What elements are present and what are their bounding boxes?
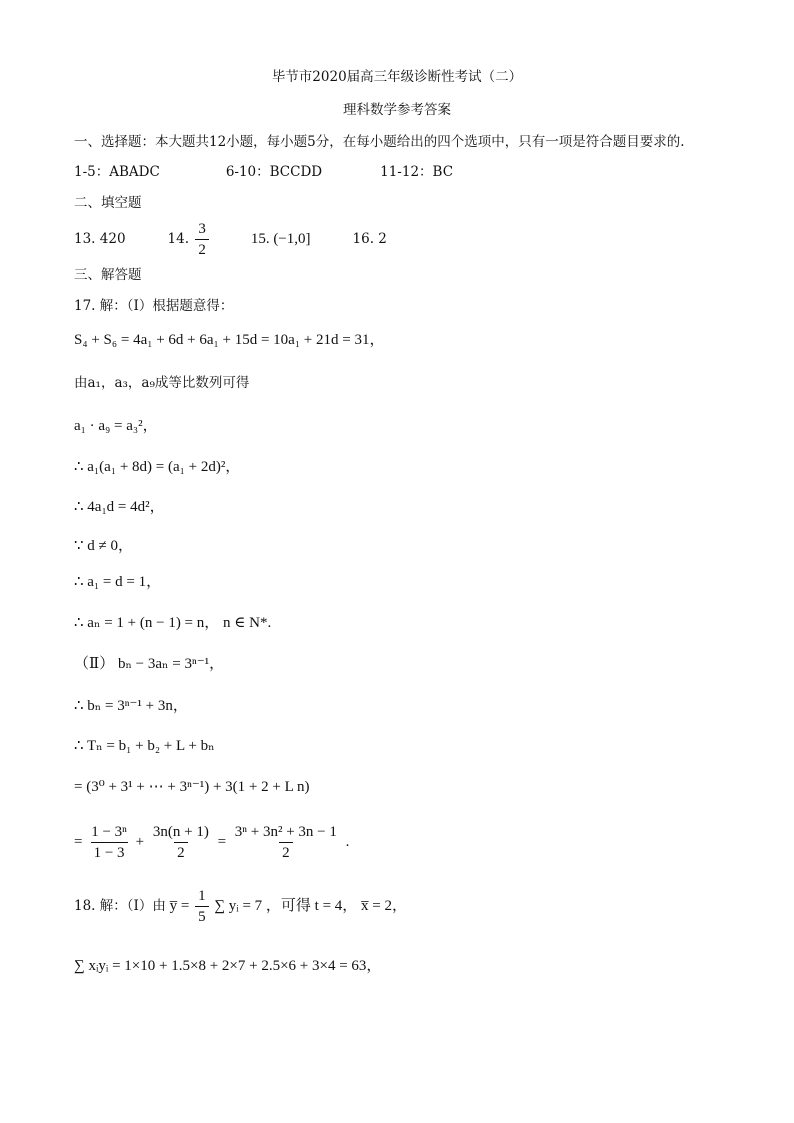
choice-answers-11-12: 11-12：BC	[380, 164, 454, 180]
fraction-denominator: 5	[195, 906, 209, 927]
choice-answers-row	[74, 163, 453, 181]
section2-heading: 二、填空题	[74, 195, 142, 211]
choice-answers-1-5: 1-5：ABADC	[74, 164, 160, 180]
fraction-numerator: 1	[198, 888, 206, 905]
fraction-numerator: 3	[198, 221, 206, 237]
fill-answer-15: 15. (−1,0]	[250, 231, 311, 247]
fill-answers-row	[74, 219, 387, 260]
q18-sum-xy: ∑ xᵢyᵢ = 1×10 + 1.5×8 + 2×7 + 2.5×6 + 3×4 = 63，	[74, 958, 382, 974]
q17-sum-equation: S₄ + S₆ = 4a₁ + 6d + 6a₁ + 15d = 10a₁ + 21d = 31，	[74, 332, 385, 348]
q17-intro: 17. 解：（Ⅰ）根据题意得：	[74, 298, 234, 314]
fill-answer-14-fraction	[195, 219, 209, 260]
q17-product-equation: a₁ · a₉ = a₃²，	[74, 418, 158, 434]
plus-sign: +	[135, 834, 145, 850]
q17-tn-result	[74, 820, 349, 864]
fraction-arithmetic-sum	[150, 822, 212, 863]
fill-answer-16: 16. 2	[352, 231, 387, 247]
fraction-final-result	[232, 822, 340, 863]
q17-geometric-condition: 由a₁，a₃，a₉成等比数列可得	[74, 375, 250, 391]
fraction-denominator: 1 − 3	[91, 842, 128, 863]
q18-intro	[74, 884, 407, 928]
q17-step-1: ∴ a₁(a₁ + 8d) = (a₁ + 2d)²，	[74, 459, 241, 475]
fraction-numerator: 3n(n + 1)	[152, 824, 209, 841]
fraction-one-fifth	[195, 886, 209, 927]
section3-heading: 三、解答题	[74, 267, 142, 283]
fraction-denominator: 2	[279, 842, 293, 863]
section1-heading: 一、选择题：本大题共12小题，每小题5分，在每小题给出的四个选项中，只有一项是符合题目要求的.	[74, 134, 685, 150]
q17-step-2: ∴ 4a₁d = 4d²，	[74, 499, 165, 515]
document-subtitle: 理科数学参考答案	[343, 102, 451, 118]
choice-answers-6-10: 6-10：BCCDD	[225, 164, 323, 180]
y-bar-label: y̅ =	[169, 898, 190, 914]
fill-answer-13: 13. 420	[74, 231, 126, 247]
fraction-numerator: 1 − 3ⁿ	[91, 824, 127, 841]
q17-tn-definition: ∴ Tₙ = b₁ + b₂ + L + bₙ	[74, 738, 215, 754]
q17-step-4: ∴ a₁ = d = 1，	[74, 574, 162, 590]
fraction-geometric-sum	[88, 822, 130, 863]
q17-step-3: ∵ d ≠ 0，	[74, 538, 134, 554]
q17-general-term: ∴ aₙ = 1 + (n − 1) = n， n ∈ N*.	[74, 615, 272, 631]
sum-y-equation: ∑ yᵢ = 7	[214, 898, 263, 914]
equals-sign: =	[217, 834, 227, 850]
fraction-denominator: 2	[174, 842, 188, 863]
fraction-denominator: 2	[195, 239, 209, 260]
fill-answer-14-label: 14.	[167, 231, 190, 247]
q17-part2-intro: （Ⅱ） bₙ − 3aₙ = 3ⁿ⁻¹，	[74, 656, 225, 672]
period: .	[345, 834, 350, 850]
q18-result: ，可得 t = 4， x̅ = 2，	[265, 898, 408, 914]
q17-tn-split: = (3⁰ + 3¹ + ⋯ + 3ⁿ⁻¹) + 3(1 + 2 + L n)	[74, 779, 310, 795]
fraction-numerator: 3ⁿ + 3n² + 3n − 1	[234, 824, 337, 841]
equals-sign: =	[74, 834, 83, 850]
document-title: 毕节市2020届高三年级诊断性考试（二）	[271, 69, 523, 85]
q17-bn-formula: ∴ bₙ = 3ⁿ⁻¹ + 3n，	[74, 698, 188, 714]
q18-lead: 18. 解：（Ⅰ）由	[74, 898, 166, 914]
